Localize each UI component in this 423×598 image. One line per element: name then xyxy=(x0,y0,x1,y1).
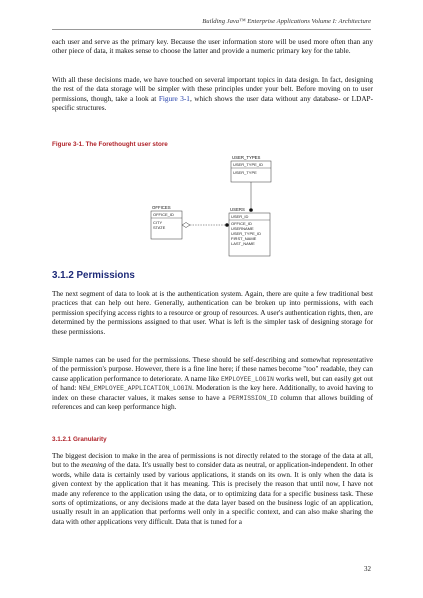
figure-link[interactable]: Figure 3-1 xyxy=(158,94,190,103)
user-types-title: USER_TYPES xyxy=(232,155,261,160)
users-attr: FIRST_NAME xyxy=(231,236,257,241)
body-paragraph xyxy=(52,356,373,412)
code-literal: NEW_EMPLOYEE_APPLICATION_LOGIN xyxy=(78,385,192,393)
users-attr: USERNAME xyxy=(231,226,254,231)
relationship-end-dot xyxy=(249,208,253,212)
code-literal: EMPLOYEE_LOGIN xyxy=(220,375,274,383)
users-key: USER_ID xyxy=(231,214,249,219)
paragraph-text: Simple names can be used for the permissions. These should be self-describing and somewhat representative of the permission's purpose. However, there is a fine line here; if these names become "too" readable, they can cause application performance to deteriorate. A name like xyxy=(52,356,373,383)
user-types-attr: USER_TYPE xyxy=(233,170,257,175)
users-title: USERS xyxy=(230,207,245,212)
figure-caption: Figure 3-1. The Forethought user store xyxy=(52,141,168,148)
body-paragraph xyxy=(52,76,373,114)
relationship-diamond xyxy=(182,223,190,228)
offices-attr: STATE xyxy=(153,225,166,230)
offices-title: OFFICES xyxy=(152,205,171,210)
users-attr: USER_TYPE_ID xyxy=(231,231,262,236)
paragraph-text: . Moderation is the key here. Additionally, to avoid having to index on these character values, it makes sense to have a xyxy=(52,384,373,402)
paragraph-text: , which shows the user data without any database- or LDAP-specific structures. xyxy=(52,94,373,113)
offices-attr: CITY xyxy=(153,220,163,225)
paragraph-text: column that allows building of references and can keep performance high. xyxy=(52,393,373,412)
running-header: Building Java™ Enterprise Applications Volume I: Architecture xyxy=(202,18,371,25)
body-paragraph xyxy=(52,452,373,527)
offices-key: OFFICE_ID xyxy=(153,212,174,217)
paragraph-text: With all these decisions made, we have touched on several important topics in data design. In fact, designing the rest of the data storage will be simpler with these principles under your belt. Before moving on to user permissions, though, take a look at xyxy=(52,76,373,103)
users-attr: OFFICE_ID xyxy=(231,221,252,226)
code-literal: PERMISSION_ID xyxy=(228,394,278,402)
user-store-diagram xyxy=(145,153,285,257)
body-paragraph: each user and serve as the primary key. Because the user information store will be used more often than any other piece of data, it makes sense to choose the latter and provide a numeric primary key for the table. xyxy=(52,38,373,56)
page-number: 32 xyxy=(364,565,371,573)
paragraph-text: works well, but can easily get out of hand: xyxy=(52,374,373,393)
erd-svg xyxy=(145,153,285,257)
paragraph-text: The biggest decision to make in the area of permissions is not directly related to the storage of the data at all, but to the xyxy=(52,452,373,470)
header-rule xyxy=(52,29,371,30)
subsection-heading: 3.1.2.1 Granularity xyxy=(52,436,107,443)
users-attr: LAST_NAME xyxy=(231,241,255,246)
section-heading: 3.1.2 Permissions xyxy=(52,270,135,281)
relationship-end-dot xyxy=(225,223,229,227)
body-paragraph: The next segment of data to look at is the authentication system. Again, there are quite a few traditional best practices that can help out here. Generally, authentication can be broken up into permissions, with each permission specifying access rights to a resource or group of resources. A user's authentication rights, then, are determined by the permissions assigned to that user. What is left is the simpler task of designing storage for these permissions. xyxy=(52,290,373,336)
user-types-key: USER_TYPE_ID xyxy=(233,162,264,167)
emphasis: meaning xyxy=(81,461,107,470)
paragraph-text: of the data. It's usually best to consider data as neutral, or application-independent. In other words, while data is certainly used by various applications, it stands on its own. It is only when the data is given context by the application that it has meaning. This is precisely the reason that until now, I have not made any reference to the application using the data, or to optimizing data for a specific business task. These sorts of optimizations, or any decisions made at the data layer based on the business logic of an application, usually result in an application that performs well only in a specific context, and can also make sharing the data with other applications very difficult. Data that is tuned for a xyxy=(52,461,373,526)
